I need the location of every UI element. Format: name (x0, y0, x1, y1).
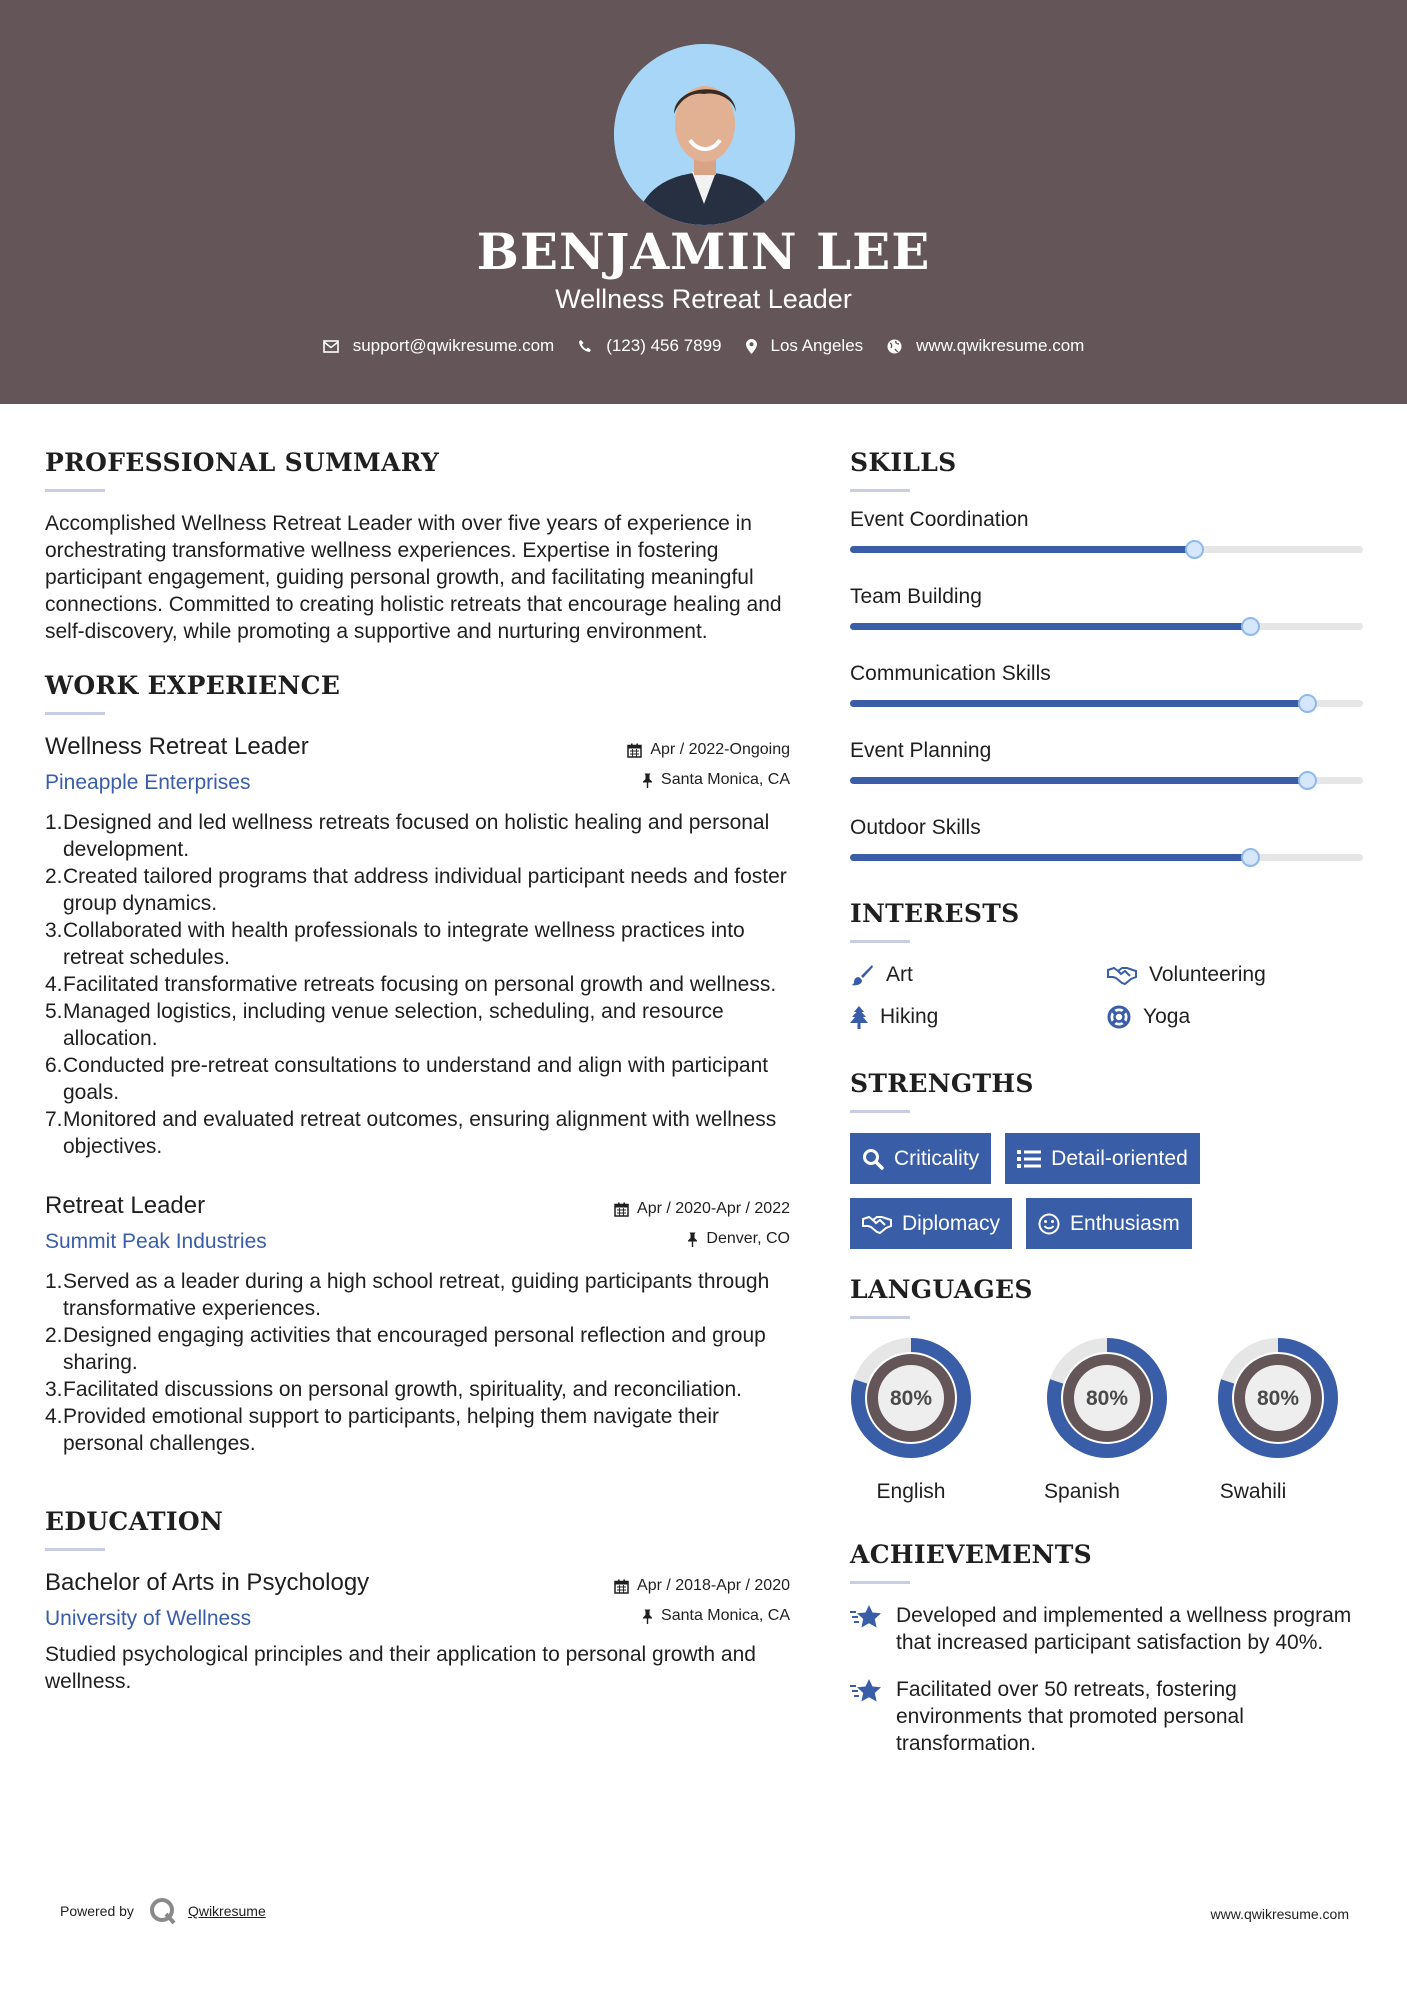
calendar-icon (627, 743, 642, 758)
section-divider (45, 489, 105, 492)
interest-item (850, 1005, 1107, 1029)
summary-section (45, 448, 790, 645)
education-header (45, 1569, 790, 1631)
phone-icon (578, 339, 592, 353)
languages-heading: LANGUAGES (850, 1275, 1033, 1304)
skill-bar-fill (850, 854, 1250, 861)
interests-heading: INTERESTS (850, 899, 1020, 928)
interest-label: Hiking (880, 1005, 939, 1028)
footer-website[interactable]: www.qwikresume.com (1210, 1906, 1349, 1922)
education-dates-text: Apr / 2018-Apr / 2020 (637, 1577, 790, 1594)
lifebuoy-icon (1107, 1005, 1131, 1029)
skills-heading: SKILLS (850, 448, 957, 477)
handshake-icon (1107, 965, 1137, 985)
skill-bar-fill (850, 700, 1307, 707)
skill-bar (850, 623, 1363, 630)
phone-text: (123) 456 7899 (606, 336, 722, 355)
job-header (45, 1192, 790, 1254)
achievement-item (850, 1676, 1365, 1757)
education-location (614, 1607, 790, 1625)
language-name: English (876, 1480, 946, 1503)
skill-item (850, 662, 1365, 707)
strength-label: Criticality (894, 1146, 980, 1170)
job-company: Summit Peak Industries (45, 1230, 267, 1253)
section-divider (850, 1581, 910, 1584)
job-duties (45, 809, 790, 1160)
interest-label: Volunteering (1149, 963, 1266, 986)
candidate-title: Wellness Retreat Leader (555, 284, 852, 314)
job-company: Pineapple Enterprises (45, 771, 251, 794)
location-text: Los Angeles (770, 336, 864, 355)
job-duties (45, 1268, 790, 1457)
left-column (45, 404, 790, 1695)
job-dates (614, 1200, 790, 1218)
language-percent-label: 80% (1085, 1387, 1128, 1410)
language-ring (850, 1337, 972, 1459)
education-dates (614, 1577, 790, 1595)
language-percent-label: 80% (1256, 1387, 1299, 1410)
email-text: support@qwikresume.com (352, 336, 555, 355)
section-divider (45, 1548, 105, 1551)
interest-item (1107, 1005, 1364, 1029)
pushpin-icon (642, 773, 653, 788)
calendar-icon (614, 1202, 629, 1217)
interest-label: Yoga (1143, 1005, 1191, 1028)
achievements-section (850, 1540, 1365, 1757)
qwikresume-link[interactable]: Qwikresume (187, 1903, 266, 1919)
skill-bar (850, 777, 1363, 784)
strengths-heading: STRENGTHS (850, 1069, 1034, 1098)
skill-bar-fill (850, 777, 1307, 784)
star-icon (850, 1678, 882, 1704)
star-icon (850, 1604, 882, 1630)
pushpin-icon (687, 1232, 698, 1247)
right-column (850, 404, 1365, 1757)
skill-bar-knob (1241, 617, 1260, 636)
contact-email[interactable] (323, 336, 555, 356)
website-text: www.qwikresume.com (916, 336, 1085, 355)
skill-bar (850, 854, 1363, 861)
education-section (45, 1507, 790, 1695)
envelope-icon (323, 340, 339, 353)
skill-bar-knob (1185, 540, 1204, 559)
job-dates-text: Apr / 2020-Apr / 2022 (637, 1200, 790, 1217)
interests-list (850, 963, 1365, 1029)
language-ring (1046, 1337, 1168, 1459)
pushpin-icon (642, 1609, 653, 1624)
map-pin-icon (746, 339, 757, 354)
language-item (1021, 1337, 1192, 1504)
job-location-text: Santa Monica, CA (661, 771, 790, 788)
globe-icon (887, 339, 902, 354)
section-divider (45, 712, 105, 715)
interests-section (850, 899, 1365, 1029)
interest-item (1107, 963, 1364, 987)
contact-location (746, 336, 864, 356)
job-location (627, 771, 790, 789)
education-heading: EDUCATION (45, 1507, 224, 1536)
skill-label: Outdoor Skills (850, 816, 981, 839)
degree-title: Bachelor of Arts in Psychology (45, 1569, 370, 1596)
skill-item (850, 585, 1365, 630)
skill-label: Event Coordination (850, 508, 1029, 531)
footer-powered-by (60, 1896, 266, 1926)
strength-tag (1005, 1133, 1200, 1184)
language-item (1192, 1337, 1363, 1504)
strength-tag (850, 1198, 1012, 1249)
list-icon (1017, 1149, 1041, 1169)
list-item: 6. Conducted pre-retreat consultations to understand and align with participant goals. (45, 1054, 769, 1104)
strength-label: Diplomacy (902, 1211, 1001, 1235)
language-percent-label: 80% (889, 1387, 933, 1410)
section-divider (850, 1110, 910, 1113)
skill-item (850, 739, 1365, 784)
strengths-list (850, 1133, 1365, 1263)
education-location-text: Santa Monica, CA (661, 1607, 790, 1624)
strength-label: Enthusiasm (1070, 1211, 1180, 1235)
language-ring (1217, 1337, 1339, 1459)
list-item: 3. Facilitated discussions on personal growth, spirituality, and reconciliation. (45, 1378, 742, 1401)
skill-label: Communication Skills (850, 662, 1051, 685)
skill-label: Event Planning (850, 739, 992, 762)
skill-bar-fill (850, 623, 1250, 630)
job-dates (627, 741, 790, 759)
list-item: 5. Managed logistics, including venue selection, scheduling, and resource allocation. (45, 1000, 724, 1050)
smile-icon (1038, 1213, 1060, 1235)
job-dates-text: Apr / 2022-Ongoing (650, 741, 790, 758)
skill-label: Team Building (850, 585, 982, 608)
skill-item (850, 816, 1365, 861)
skill-bar (850, 700, 1363, 707)
interest-label: Art (886, 963, 913, 986)
education-description: Studied psychological principles and their application to personal growth and wellness. (45, 1643, 756, 1693)
calendar-icon (614, 1579, 629, 1594)
skill-bar-fill (850, 546, 1194, 553)
list-item: 7. Monitored and evaluated retreat outcomes, ensuring alignment with wellness objectives. (45, 1108, 777, 1158)
languages-list (850, 1337, 1365, 1504)
summary-heading: PROFESSIONAL SUMMARY (45, 448, 440, 477)
profile-photo (614, 44, 795, 225)
job-location (614, 1230, 790, 1248)
handshake-icon (862, 1214, 892, 1234)
skill-item (850, 508, 1365, 553)
job-title: Wellness Retreat Leader (45, 733, 309, 760)
skill-bar-knob (1241, 848, 1260, 867)
section-divider (850, 489, 910, 492)
experience-heading: WORK EXPERIENCE (45, 671, 341, 700)
list-item: 2. Created tailored programs that address individual participant needs and foster group dynamics. (45, 865, 787, 915)
skill-bar-knob (1298, 694, 1317, 713)
contact-website[interactable] (887, 336, 1084, 356)
job-entry (45, 733, 790, 1160)
achievement-text: Developed and implemented a wellness program that increased participant satisfaction by 40%. (896, 1604, 1352, 1654)
list-item: 1. Served as a leader during a high school retreat, guiding participants through transformative experiences. (45, 1270, 770, 1320)
language-name: Swahili (1219, 1480, 1287, 1503)
contact-bar (0, 336, 1407, 356)
contact-phone[interactable] (578, 336, 721, 356)
powered-by-text: Powered by (60, 1903, 134, 1919)
search-icon (862, 1148, 884, 1170)
summary-text: Accomplished Wellness Retreat Leader with over five years of experience in orchestrating transformative wellness experiences. Expertise in fostering participant engagement, guiding personal growth, and facilitating meaningful connections. Committed to creating holistic retreats that encourage healing and self-discovery, while promoting a supportive and nurturing environment. (45, 512, 782, 643)
list-item: 4. Facilitated transformative retreats focusing on personal growth and wellness. (45, 973, 777, 996)
achievements-heading: ACHIEVEMENTS (850, 1540, 1092, 1569)
candidate-name: BENJAMIN LEE (476, 222, 931, 281)
interest-item (850, 963, 1107, 987)
job-location-text: Denver, CO (706, 1230, 790, 1247)
skill-bar (850, 546, 1363, 553)
paintbrush-icon (850, 964, 874, 986)
list-item: 1. Designed and led wellness retreats focused on holistic healing and personal development. (45, 811, 770, 861)
section-divider (850, 940, 910, 943)
achievement-item (850, 1602, 1365, 1656)
language-item (850, 1337, 1021, 1504)
achievement-text: Facilitated over 50 retreats, fostering environments that promoted personal transformation. (896, 1678, 1244, 1755)
skills-list (850, 508, 1365, 861)
strength-label: Detail-oriented (1051, 1146, 1188, 1170)
school-name: University of Wellness (45, 1607, 252, 1630)
list-item: 2. Designed engaging activities that encouraged personal reflection and group sharing. (45, 1324, 766, 1374)
skill-bar-knob (1298, 771, 1317, 790)
strength-tag (850, 1133, 991, 1184)
job-header (45, 733, 790, 795)
skills-section (850, 448, 1365, 861)
strength-tag (1026, 1198, 1192, 1249)
qwikresume-logo-icon (148, 1896, 178, 1926)
language-name: Spanish (1044, 1480, 1120, 1503)
job-entry (45, 1192, 790, 1457)
languages-section (850, 1275, 1365, 1504)
resume-header (0, 0, 1407, 404)
list-item: 3. Collaborated with health professionals to integrate wellness practices into retreat schedules. (45, 919, 745, 969)
tree-icon (850, 1006, 868, 1029)
experience-section (45, 671, 790, 1457)
job-title: Retreat Leader (45, 1192, 206, 1219)
strengths-section (850, 1069, 1365, 1263)
section-divider (850, 1316, 910, 1319)
list-item: 4. Provided emotional support to participants, helping them navigate their personal challenges. (45, 1405, 720, 1455)
